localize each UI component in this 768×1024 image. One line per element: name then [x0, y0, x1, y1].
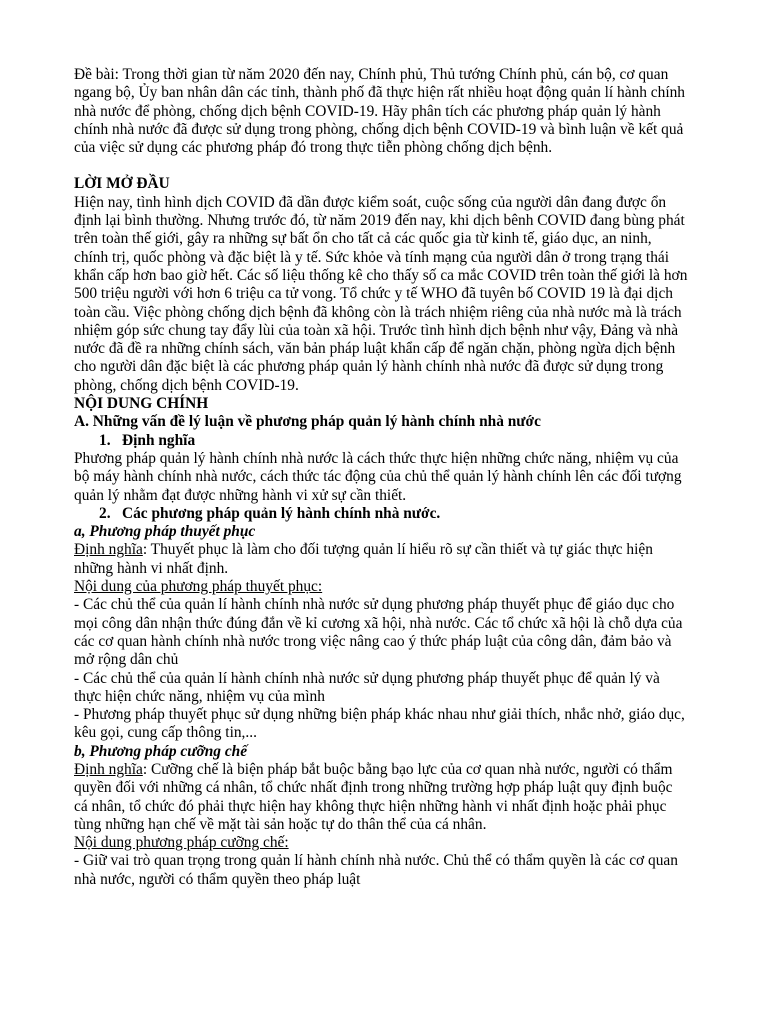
item-1-number: 1. — [99, 431, 111, 449]
subsection-a-content-label: Nội dung của phương pháp thuyết phục: — [74, 578, 323, 596]
main-heading: NỘI DUNG CHÍNH — [74, 395, 209, 413]
subsection-a-title: a, Phương pháp thuyết phục — [74, 523, 256, 541]
subsection-b-point: - Giữ vai trò quan trọng trong quản lí hành chính nhà nước. Chủ thể có thẩm quyền là các cơ quan nhà nước, người có thẩm quyền theo pháp luật — [74, 852, 678, 888]
definition-label: Định nghĩa — [74, 541, 143, 559]
subsection-a-definition — [74, 541, 688, 578]
item-1-body: Phương pháp quản lý hành chính nhà nước là cách thức thực hiện những chức năng, nhiệm vụ của bộ máy hành chính nhà nước, cách thức tác động của chủ thể quản lý hành chính lên các đối tượng quản lý nhằm đạt được những hành vi xử sự cần thiết. — [74, 449, 682, 504]
definition-text: : Cưỡng chế là biện pháp bắt buộc bằng bạo lực của cơ quan nhà nước, người có thẩm quyền đối với những cá nhân, tổ chức nhất định trong những trường hợp pháp luật quy định buộc cá nhân, tổ chức đó phải thực hiện hay không thực hiện những hành vi nhất định hoặc phải phục tùng những hạn chế về mặt tài sản hoặc tự do thân thể của cá nhân. — [74, 760, 673, 833]
subsection-a-point: - Phương pháp thuyết phục sử dụng những biện pháp khác nhau như giải thích, nhắc nhở, giáo dục, kêu gọi, cung cấp thông tin,... — [74, 706, 685, 742]
definition-label: Định nghĩa — [74, 760, 143, 778]
subsection-b-content-label: Nội dung phương pháp cưỡng chế: — [74, 834, 289, 852]
subsection-a-point: - Các chủ thể của quản lí hành chính nhà nước sử dụng phương pháp thuyết phục để giáo dục cho mọi công dân nhận thức đúng đắn về kỉ cương xã hội, nhà nước. Các tổ chức xã hội là chỗ dựa của các cơ quan hành chính nhà nước trong việc nâng cao ý thức pháp luật của công dân, đảm bảo và mở rộng dân chủ — [74, 596, 683, 669]
definition-text: : Thuyết phục là làm cho đối tượng quản lí hiểu rõ sự cần thiết và tự giác thực hiện những hành vi nhất định. — [74, 541, 653, 577]
subsection-b-definition — [74, 761, 688, 834]
intro-heading: LỜI MỞ ĐẦU — [74, 175, 170, 193]
item-2-heading — [74, 505, 688, 523]
intro-paragraph: Hiện nay, tình hình dịch COVID đã dần được kiểm soát, cuộc sống của người dân đang được ổn định lại bình thường. Nhưng trước đó, từ năm 2019 đến nay, khi dịch bênh COVID đang bùng phát trên toàn thế giới, gây ra những sự bất ổn cho tất cả các quốc gia từ kinh tế, giáo dục, an ninh, chính trị, quốc phòng và đặc biệt là y tế. Sức khỏe và tính mạng của người dân ở trong trạng thái khẩn cấp hơn bao giờ hết. Các số liệu thống kê cho thấy số ca mắc COVID trên toàn thế giới là hơn 500 triệu người với hơn 6 triệu ca tử vong. Tổ chức y tế WHO đã tuyên bố COVID 19 là đại dịch toàn cầu. Việc phòng chống dịch bệnh đã không còn là trách nhiệm riêng của nhà nước mà là trách nhiệm góp sức chung tay đẩy lùi của toàn xã hội. Trước tình hình dịch bệnh như vậy, Đảng và nhà nước đã đề ra những chính sách, văn bản pháp luật khẩn cấp để ngăn chặn, phòng ngừa dịch bệnh cho người dân đặc biệt là các phương pháp quản lý hành chính nhà nước đã được sử dụng trong phòng, chống dịch bệnh COVID-19. — [74, 193, 688, 394]
item-1-heading — [74, 432, 688, 450]
subsection-a-point: - Các chủ thể của quản lí hành chính nhà nước sử dụng phương pháp thuyết phục để quản lý và thực hiện chức năng, nhiệm vụ của mình — [74, 669, 660, 705]
subsection-b-title: b, Phương pháp cưỡng chế — [74, 742, 248, 760]
section-a-heading: A. Những vấn đề lý luận về phương pháp quản lý hành chính nhà nước — [74, 413, 541, 431]
item-2-number: 2. — [99, 504, 111, 522]
assignment-prompt: Đề bài: Trong thời gian từ năm 2020 đến nay, Chính phủ, Thủ tướng Chính phủ, cán bộ, cơ quan ngang bộ, Ủy ban nhân dân các tỉnh, thành phố đã thực hiện rất nhiều hoạt động quản lí hành chính nhà nước để phòng, chống dịch bệnh COVID-19. Hãy phân tích các phương pháp quản lý hành chính nhà nước đã được sử dụng trong phòng, chống dịch bệnh COVID-19 và bình luận về kết quả của việc sử dụng các phương pháp đó trong thực tiễn phòng chống dịch bệnh. — [74, 66, 685, 157]
spacer — [74, 157, 688, 175]
item-2-title: Các phương pháp quản lý hành chính nhà nước. — [122, 504, 441, 522]
item-1-title: Định nghĩa — [122, 431, 196, 449]
